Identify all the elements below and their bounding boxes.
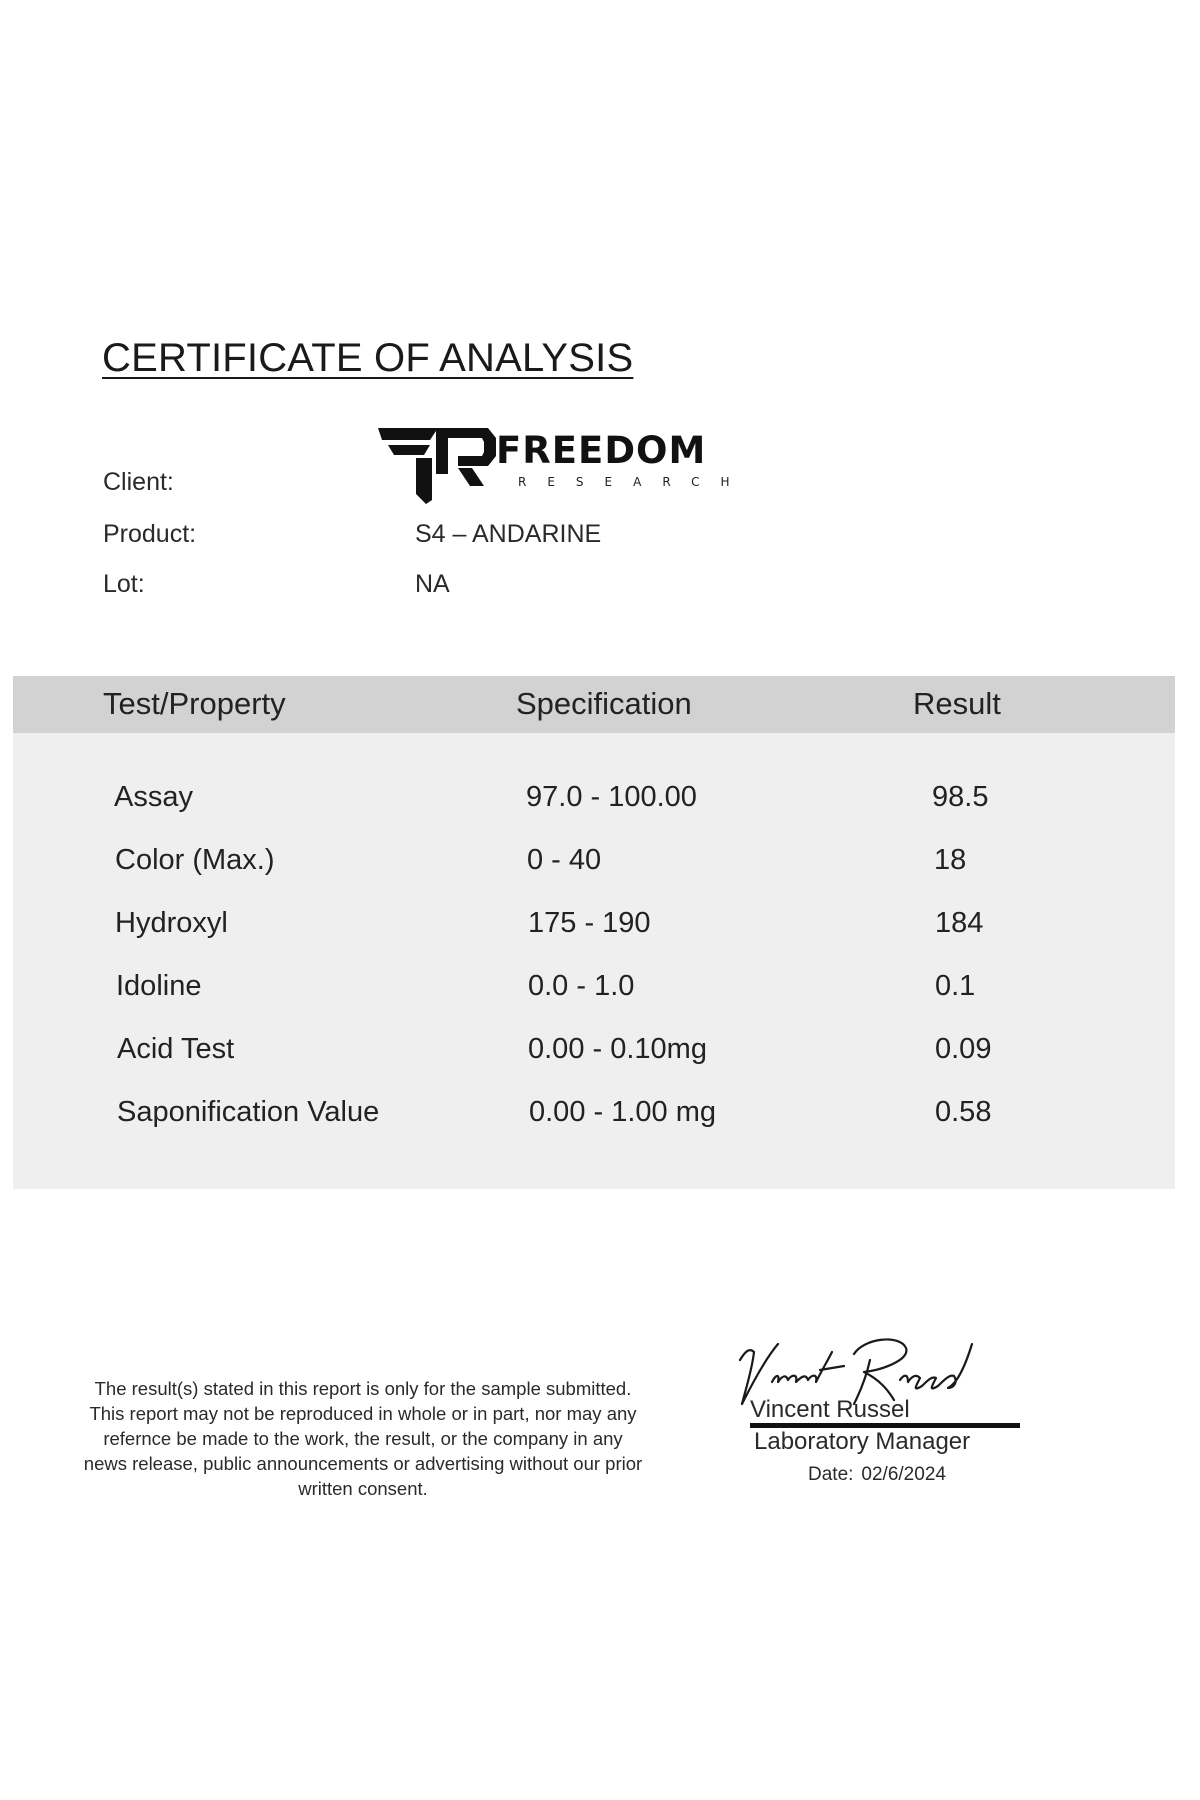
product-label: Product: <box>103 520 197 548</box>
report-date <box>808 1464 954 1486</box>
date-label: Date: <box>808 1464 854 1485</box>
column-header-test: Test/Property <box>103 686 286 721</box>
row-acid-test-test: Acid Test <box>117 1033 235 1065</box>
lot-label: Lot: <box>103 570 145 598</box>
row-color-result: 18 <box>934 844 967 876</box>
logo-wordmark: FREEDOM <box>496 429 707 472</box>
row-color-test: Color (Max.) <box>115 844 275 876</box>
client-logo <box>378 428 750 504</box>
row-idoline-spec: 0.0 - 1.0 <box>528 970 635 1002</box>
row-hydroxyl-spec: 175 - 190 <box>528 907 651 939</box>
row-assay-test: Assay <box>114 781 193 813</box>
row-hydroxyl-result: 184 <box>935 907 984 939</box>
row-assay-result: 98.5 <box>932 781 989 813</box>
row-acid-test-spec: 0.00 - 0.10mg <box>528 1033 707 1065</box>
disclaimer-text: The result(s) stated in this report is only for the sample submitted. This report may not be reproduced in whole or in part, nor may any refernce be made to the work, the result, or the company in any news release, public announcements or advertising without our prior written consent. <box>83 1378 643 1499</box>
freedom-research-logo-icon <box>378 428 496 504</box>
column-header-specification: Specification <box>516 686 692 721</box>
row-acid-test-result: 0.09 <box>935 1033 992 1065</box>
row-idoline-test: Idoline <box>116 970 202 1002</box>
date-value: 02/6/2024 <box>861 1464 946 1485</box>
row-assay-spec: 97.0 - 100.00 <box>526 781 697 813</box>
row-saponification-spec: 0.00 - 1.00 mg <box>529 1096 716 1128</box>
page-title: CERTIFICATE OF ANALYSIS <box>102 336 634 380</box>
signatory-name: Vincent Russel <box>750 1396 910 1423</box>
row-saponification-result: 0.58 <box>935 1096 992 1128</box>
lot-value: NA <box>415 570 450 598</box>
row-hydroxyl-test: Hydroxyl <box>115 907 228 939</box>
row-color-spec: 0 - 40 <box>527 844 602 876</box>
client-label: Client: <box>103 468 174 496</box>
signatory-role: Laboratory Manager <box>754 1428 971 1455</box>
row-idoline-result: 0.1 <box>935 970 976 1002</box>
row-saponification-test: Saponification Value <box>117 1096 380 1128</box>
logo-subtitle: RESEARCH <box>518 475 751 489</box>
column-header-result: Result <box>913 686 1001 721</box>
product-value: S4 – ANDARINE <box>415 520 602 548</box>
